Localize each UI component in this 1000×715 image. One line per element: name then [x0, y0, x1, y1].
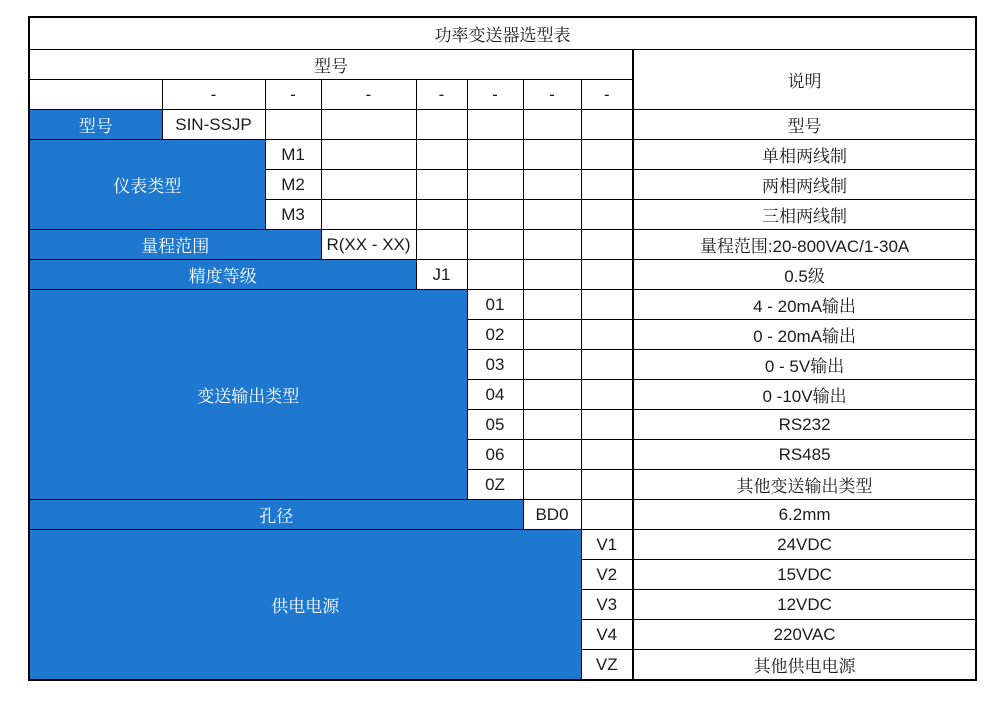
- empty-cell: [523, 170, 581, 200]
- empty-cell: [321, 110, 416, 140]
- empty-cell: [416, 110, 467, 140]
- empty-cell: [523, 470, 581, 500]
- empty-cell: [523, 200, 581, 230]
- range-code: R(XX - XX): [321, 230, 416, 260]
- empty-cell: [467, 230, 523, 260]
- empty-cell: [523, 440, 581, 470]
- empty-cell: [581, 320, 633, 350]
- empty-cell: [523, 290, 581, 320]
- description-header: 说明: [633, 50, 976, 110]
- empty-cell: [581, 350, 633, 380]
- section-label-instrument-type: 仪表类型: [29, 140, 265, 230]
- dash-placeholder: -: [416, 80, 467, 110]
- aperture-description: 6.2mm: [633, 500, 976, 530]
- empty-cell: [581, 440, 633, 470]
- option-description: 0 - 20mA输出: [633, 320, 976, 350]
- empty-cell: [523, 110, 581, 140]
- empty-cell: [581, 260, 633, 290]
- dash-placeholder: -: [523, 80, 581, 110]
- option-code: V1: [581, 530, 633, 560]
- model-code: SIN-SSJP: [162, 110, 265, 140]
- empty-cell: [416, 230, 467, 260]
- option-code: 01: [467, 290, 523, 320]
- option-description: RS485: [633, 440, 976, 470]
- table-title: 功率变送器选型表: [29, 17, 976, 50]
- option-description: 15VDC: [633, 560, 976, 590]
- empty-cell: [467, 260, 523, 290]
- section-label-model: 型号: [29, 110, 162, 140]
- section-label-range: 量程范围: [29, 230, 321, 260]
- empty-cell: [467, 170, 523, 200]
- empty-cell: [416, 140, 467, 170]
- option-description: 0 - 5V输出: [633, 350, 976, 380]
- empty-cell: [581, 200, 633, 230]
- option-description: 0 -10V输出: [633, 380, 976, 410]
- empty-cell: [523, 380, 581, 410]
- empty-cell: [581, 170, 633, 200]
- dash-placeholder: -: [581, 80, 633, 110]
- empty-cell: [581, 230, 633, 260]
- option-code: V4: [581, 620, 633, 650]
- option-code: 04: [467, 380, 523, 410]
- option-code: 0Z: [467, 470, 523, 500]
- empty-cell: [467, 200, 523, 230]
- power-transmitter-selection-table: [28, 16, 977, 681]
- option-description: 220VAC: [633, 620, 976, 650]
- option-description: 单相两线制: [633, 140, 976, 170]
- section-label-output-type: 变送输出类型: [29, 290, 467, 500]
- empty-cell: [321, 200, 416, 230]
- model-group-header: 型号: [29, 50, 633, 80]
- dash-placeholder: -: [162, 80, 265, 110]
- empty-cell: [265, 110, 321, 140]
- empty-cell: [523, 260, 581, 290]
- option-description: 三相两线制: [633, 200, 976, 230]
- dash-placeholder: -: [467, 80, 523, 110]
- option-description: 其他变送输出类型: [633, 470, 976, 500]
- empty-cell: [416, 200, 467, 230]
- option-description: 24VDC: [633, 530, 976, 560]
- section-label-accuracy: 精度等级: [29, 260, 416, 290]
- empty-cell: [581, 140, 633, 170]
- dash-placeholder: -: [321, 80, 416, 110]
- empty-cell: [581, 380, 633, 410]
- model-description: 型号: [633, 110, 976, 140]
- empty-cell: [416, 170, 467, 200]
- option-code: V3: [581, 590, 633, 620]
- accuracy-description: 0.5级: [633, 260, 976, 290]
- range-description: 量程范围:20-800VAC/1-30A: [633, 230, 976, 260]
- option-code: M3: [265, 200, 321, 230]
- option-code: 05: [467, 410, 523, 440]
- section-label-power-supply: 供电电源: [29, 530, 581, 681]
- option-code: M1: [265, 140, 321, 170]
- option-description: RS232: [633, 410, 976, 440]
- option-description: 其他供电电源: [633, 650, 976, 681]
- option-code: VZ: [581, 650, 633, 681]
- option-code: 06: [467, 440, 523, 470]
- option-code: 03: [467, 350, 523, 380]
- empty-cell: [581, 410, 633, 440]
- empty-cell: [581, 500, 633, 530]
- option-code: V2: [581, 560, 633, 590]
- selection-sheet: [28, 16, 977, 681]
- accuracy-code: J1: [416, 260, 467, 290]
- empty-cell: [581, 290, 633, 320]
- empty-cell: [29, 80, 162, 110]
- option-description: 两相两线制: [633, 170, 976, 200]
- section-label-aperture: 孔径: [29, 500, 523, 530]
- empty-cell: [321, 140, 416, 170]
- option-description: 4 - 20mA输出: [633, 290, 976, 320]
- empty-cell: [467, 140, 523, 170]
- empty-cell: [523, 350, 581, 380]
- empty-cell: [467, 110, 523, 140]
- option-code: M2: [265, 170, 321, 200]
- aperture-code: BD0: [523, 500, 581, 530]
- empty-cell: [523, 410, 581, 440]
- empty-cell: [523, 140, 581, 170]
- empty-cell: [581, 110, 633, 140]
- empty-cell: [581, 470, 633, 500]
- empty-cell: [321, 170, 416, 200]
- option-code: 02: [467, 320, 523, 350]
- empty-cell: [523, 230, 581, 260]
- dash-placeholder: -: [265, 80, 321, 110]
- empty-cell: [523, 320, 581, 350]
- option-description: 12VDC: [633, 590, 976, 620]
